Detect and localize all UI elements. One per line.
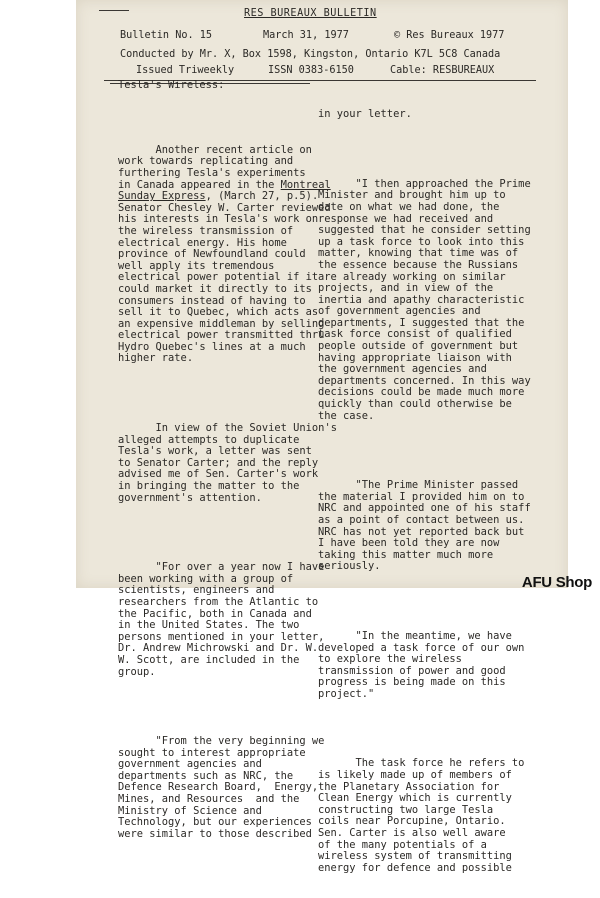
paragraph-7: "The Prime Minister passed the material I provided him on to NRC and appointed one of his staff as a point of contact between us. NRC has not yet reported back but I have been told they are now taking this matter much more seriously. [318, 479, 531, 573]
paragraph-2: In view of the Soviet Union's alleged attempts to duplicate Tesla's work, a letter was sent to Senator Carter; and the reply advised me of Sen. Carter's work in bringing the matter to the government's attention. [118, 422, 337, 504]
paragraph-8: "In the meantime, we have developed a task force of our own to explore the wireless transmission of power and good progress is being made on this project." [318, 629, 525, 700]
issn-number: ISSN 0383-6150 [268, 65, 354, 76]
paragraph-4: "From the very beginning we sought to interest appropriate government agencies and departments such as NRC, the Defence Research Board, Energy, Mines, and Resources and the Ministry of Science and Technology, but our experiences were similar to those described [118, 735, 325, 840]
paragraph-3: "For over a year now I have been working with a group of scientists, engineers and researchers from the Atlantic to the Pacific, both in Canada and in the United States. The two persons mentioned in your letter, Dr. Andrew Michrowski and Dr. W. W. Scott, are included in the group. [118, 561, 325, 678]
paragraph-1: Another recent article on work towards replicating and furthering Tesla's experiments in Canada appeared in the Montreal Sunday Express, (March 27, p.5). Senator Chesley W. Carter reviewed his interests in Tesla's work on the wireless transmission of electrical energy. His home province of Newfoundland could well apply its tremendous electrical power potential if it could market it directly to its consumers instead of having to sell it to Quebec, which acts as an expensive middleman by selling electrical power transmitted thru Hydro Quebec's lines at a much higher rate. [118, 143, 331, 365]
article-heading: Tesla's Wireless: [118, 79, 225, 91]
right-column [318, 86, 531, 898]
cable-address: Cable: RESBUREAUX [390, 65, 495, 76]
bulletin-number: Bulletin No. 15 [120, 30, 213, 41]
paragraph-6: "I then approached the Prime Minister and brought him up to date on what we had done, the response we had received and suggested that he consider setting up a task force to look into this matter, knowing that time was of the essence because the Russians are already working on similar projects, and in view of the inertia and apathy characteristic of government agencies and departments, I suggested that the task force consist of qualified people outside of government but having appropriate liaison with the government agencies and departments concerned. In this way decisions could be made much more quickly than could otherwise be the case. [318, 177, 531, 422]
newspaper-name: Montreal [280, 178, 331, 191]
bulletin-title: RES BUREAUX BULLETIN [244, 8, 377, 19]
paragraph-5: in your letter. [318, 108, 412, 121]
bulletin-date: March 31, 1977 [263, 30, 349, 41]
top-rule [99, 10, 129, 11]
left-column [118, 110, 337, 864]
copyright-notice: © Res Bureaux 1977 [394, 30, 505, 41]
issued-frequency: Issued Triweekly [136, 65, 235, 76]
conducted-by-line: Conducted by Mr. X, Box 1598, Kingston, Ontario K7L 5C8 Canada [120, 49, 501, 60]
bulletin-page [76, 0, 568, 874]
afu-shop-watermark: AFU Shop [521, 574, 592, 591]
newspaper-name-cont: Sunday Express [118, 190, 206, 203]
paragraph-9: The task force he refers to is likely made up of members of the Planetary Association for Clean Energy which is currently constructing two large Tesla coils near Porcupine, Ontario. Sen. Carter is also well aware of the many potentials of a wireless system of transmitting energy for defence and possible [318, 757, 525, 874]
